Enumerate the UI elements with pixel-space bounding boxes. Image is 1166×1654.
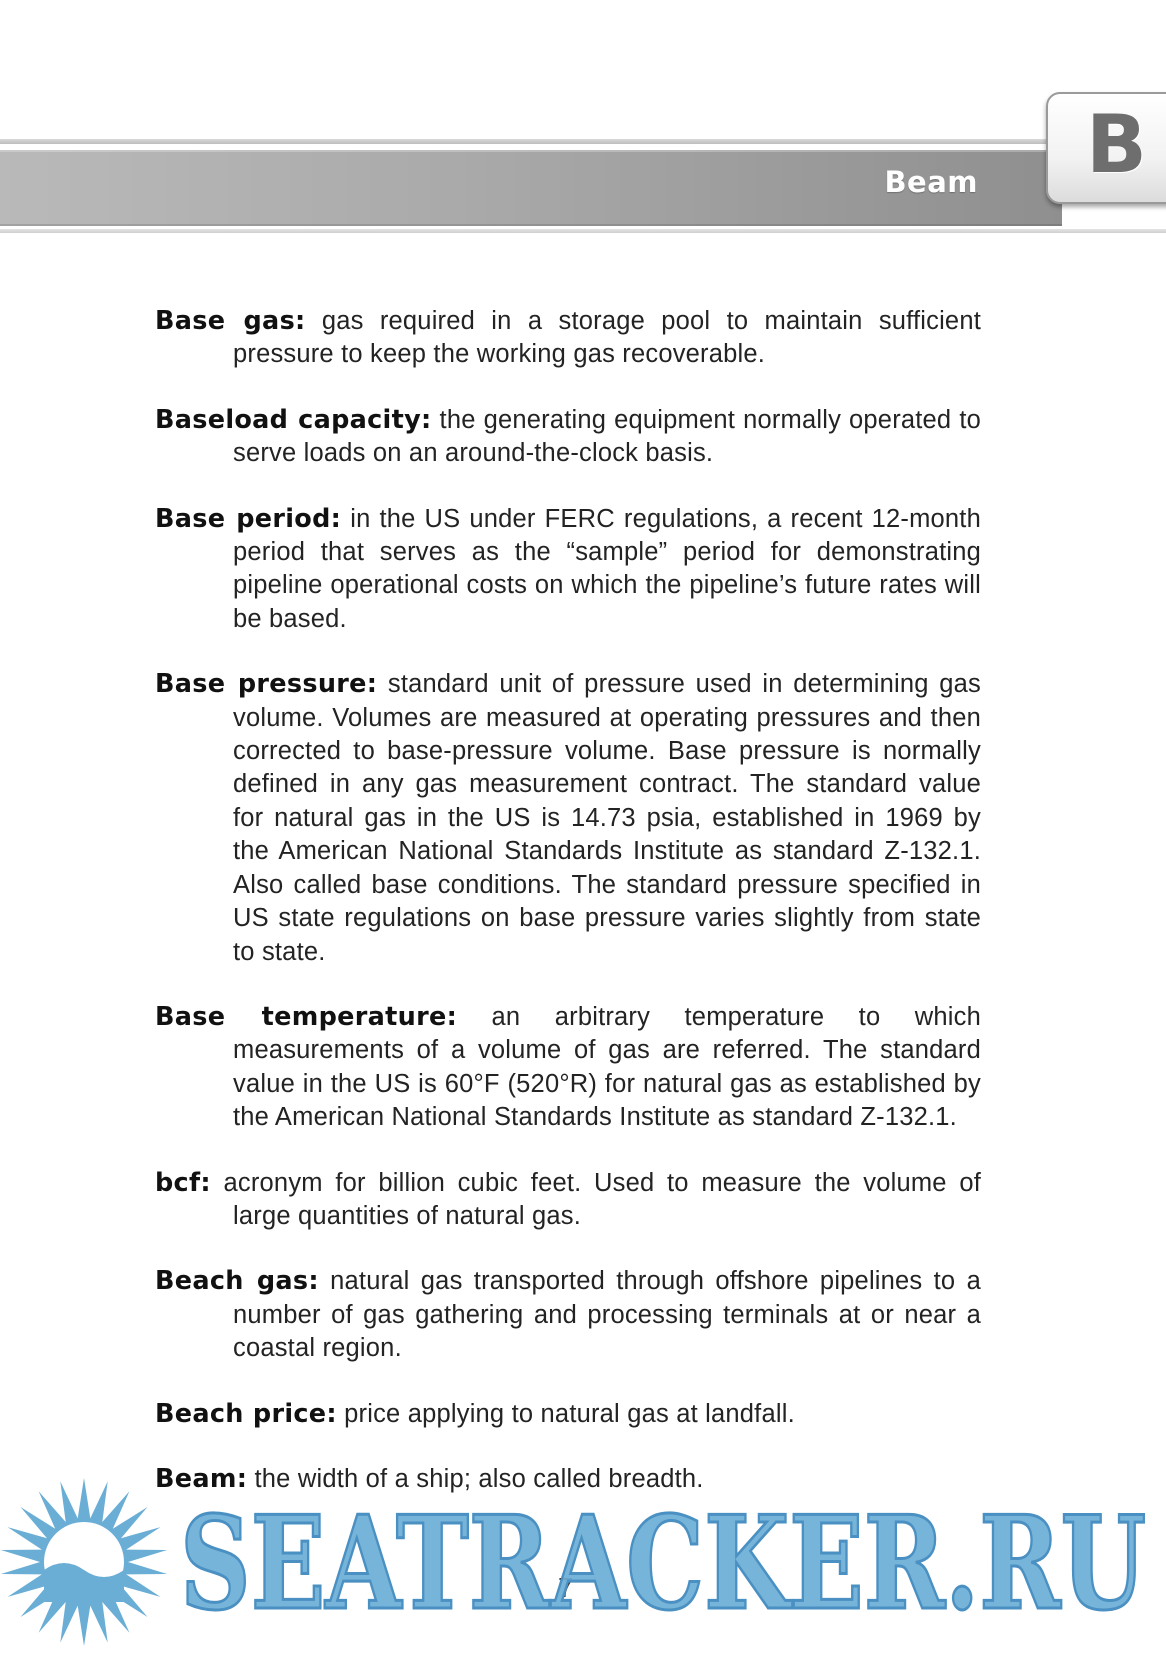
header-top-rule [0,139,1062,144]
glossary-entry-beach-gas [155,1265,981,1365]
glossary-term: Beam: [155,1463,248,1494]
glossary-entry-base-period [155,503,981,637]
glossary-definition: standard unit of pressure used in determining gas volume. Volumes are measured at operating pressures and then corrected to base-pressure volume. Base pressure is normally defined in any gas measurement contract. The standard value for natural gas in the US is 14.73 psia, established in 1969 by the American National Standards Institute as standard Z-132.1. Also called base conditions. The standard pressure specified in US state regulations on base pressure varies slightly from state to state. [233,670,982,966]
glossary-term: Beach gas: [155,1266,319,1297]
glossary-definition: the width of a ship; also called breadth. [254,1464,704,1493]
glossary-definition: in the US under FERC regulations, a recent 12-month period that serves as the “sample” period for demonstrating pipeline operational costs on which the pipeline’s future rates will be based. [233,504,981,633]
page-number: 7 [558,1572,574,1603]
glossary-list [155,305,981,1496]
glossary-definition: an arbitrary temperature to which measurements of a volume of gas are referred. The standard value in the US is 60°F (520°R) for natural gas as established by the American National Standards Institute as standard Z-132.1. [233,1002,981,1132]
glossary-entry-baseload-capacity [155,404,981,471]
glossary-entry-bcf [155,1167,981,1234]
glossary-term: Base pressure: [155,669,378,700]
glossary-term: Beach price: [155,1398,337,1429]
watermark [180,1496,1152,1620]
sunburst-rays [1,1478,167,1646]
glossary-term: bcf: [155,1167,211,1198]
header-bottom-rule [0,229,1166,233]
glossary-entry-base-pressure [155,668,981,969]
glossary-definition: price applying to natural gas at landfall. [344,1399,795,1428]
glossary-term: Base temperature: [155,1001,458,1032]
glossary-entry-base-gas [155,305,981,372]
running-head: Beam [884,165,978,199]
glossary-term: Base period: [155,503,342,534]
glossary-definition: acronym for billion cubic feet. Used to measure the volume of large quantities of natural gas. [223,1168,981,1230]
glossary-entry-base-temperature [155,1001,981,1135]
glossary-definition: gas required in a storage pool to maintain sufficient pressure to keep the working gas recoverable. [233,307,981,369]
section-letter: B [1086,98,1147,191]
section-letter-tab [1046,92,1166,204]
glossary-entry-beach-price [155,1398,981,1431]
glossary-term: Base gas: [155,306,306,336]
watermark-text: SEATRACKER.RU [180,1496,1146,1620]
glossary-definition: the generating equipment normally operated to serve loads on an around-the-clock basis. [233,405,982,468]
glossary-term: Baseload capacity: [155,404,432,435]
glossary-definition: natural gas transported through offshore pipelines to a number of gas gathering and processing terminals at or near a coastal region. [233,1267,981,1363]
